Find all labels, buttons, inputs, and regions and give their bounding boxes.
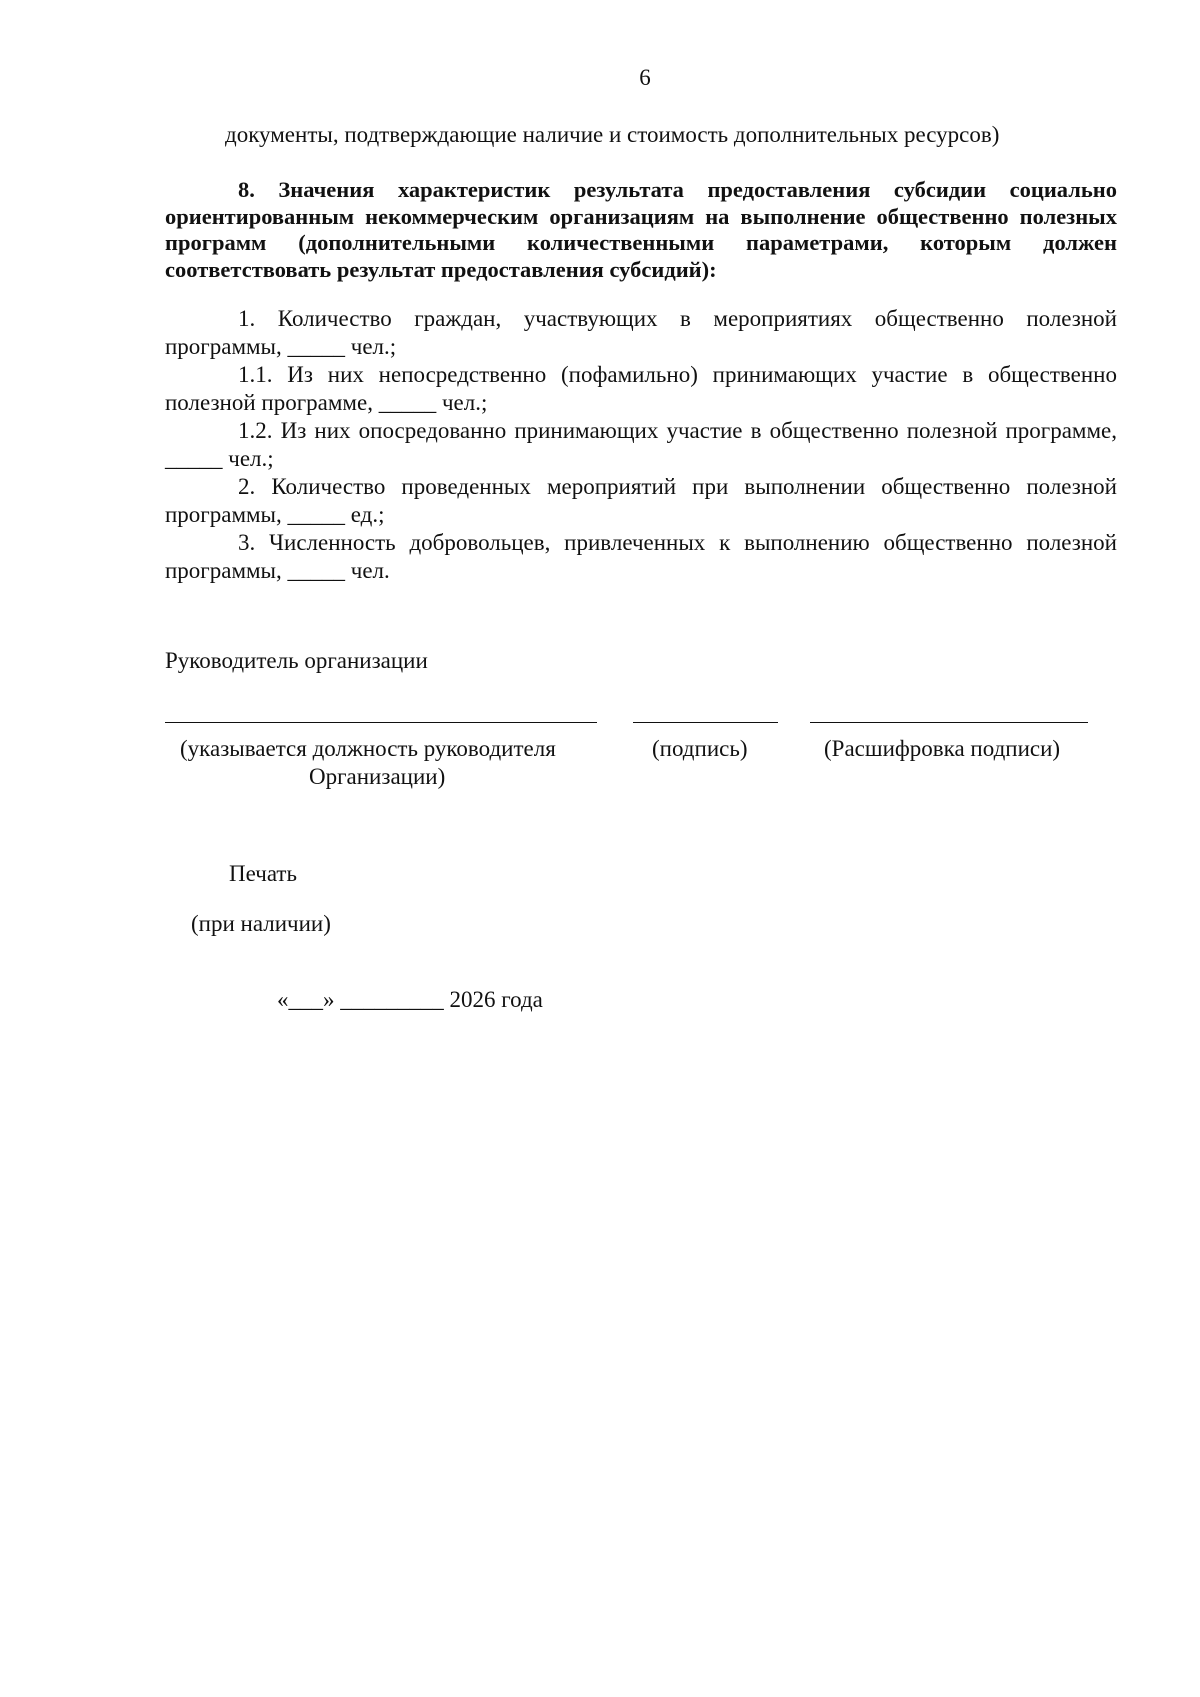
- list-item-2: 2. Количество проведенных мероприятий при выполнении общественно полезной программы, _____ ед.;: [165, 474, 1117, 527]
- decoding-signature-line: [810, 722, 1088, 723]
- signature-line: [633, 722, 778, 723]
- list-item-1: 1. Количество граждан, участвующих в мероприятиях общественно полезной программы, _____ чел.;: [165, 306, 1117, 359]
- date-line: «___» _________ 2026 года: [277, 987, 543, 1012]
- position-caption-line1: (указывается должность руководителя: [180, 736, 556, 761]
- position-signature-line: [165, 722, 597, 723]
- list-item-1-2: 1.2. Из них опосредованно принимающих участие в общественно полезной программе, _____ чел.;: [165, 418, 1117, 471]
- decoding-caption: (Расшифровка подписи): [824, 736, 1061, 761]
- section-heading: 8. Значения характеристик результата предоставления субсидии социально ориентированным некоммерческим организациям на выполнение общественно полезных программ (дополнительными количественными параметрами, которым должен соответствовать результат предоставления субсидий):: [165, 177, 1117, 282]
- list-item-3: 3. Численность добровольцев, привлеченных к выполнению общественно полезной программы, _____ чел.: [165, 530, 1117, 583]
- continuation-text: документы, подтверждающие наличие и стоимость дополнительных ресурсов): [225, 122, 1000, 147]
- list-item-1-1: 1.1. Из них непосредственно (пофамильно) принимающих участие в общественно полезной программе, _____ чел.;: [165, 362, 1117, 415]
- stamp-note: (при наличии): [191, 911, 331, 936]
- stamp-label: Печать: [229, 861, 297, 886]
- signature-caption: (подпись): [652, 736, 748, 761]
- position-caption-line2: Организации): [309, 764, 446, 789]
- head-of-organization-label: Руководитель организации: [165, 648, 428, 673]
- page-number: 6: [639, 65, 651, 90]
